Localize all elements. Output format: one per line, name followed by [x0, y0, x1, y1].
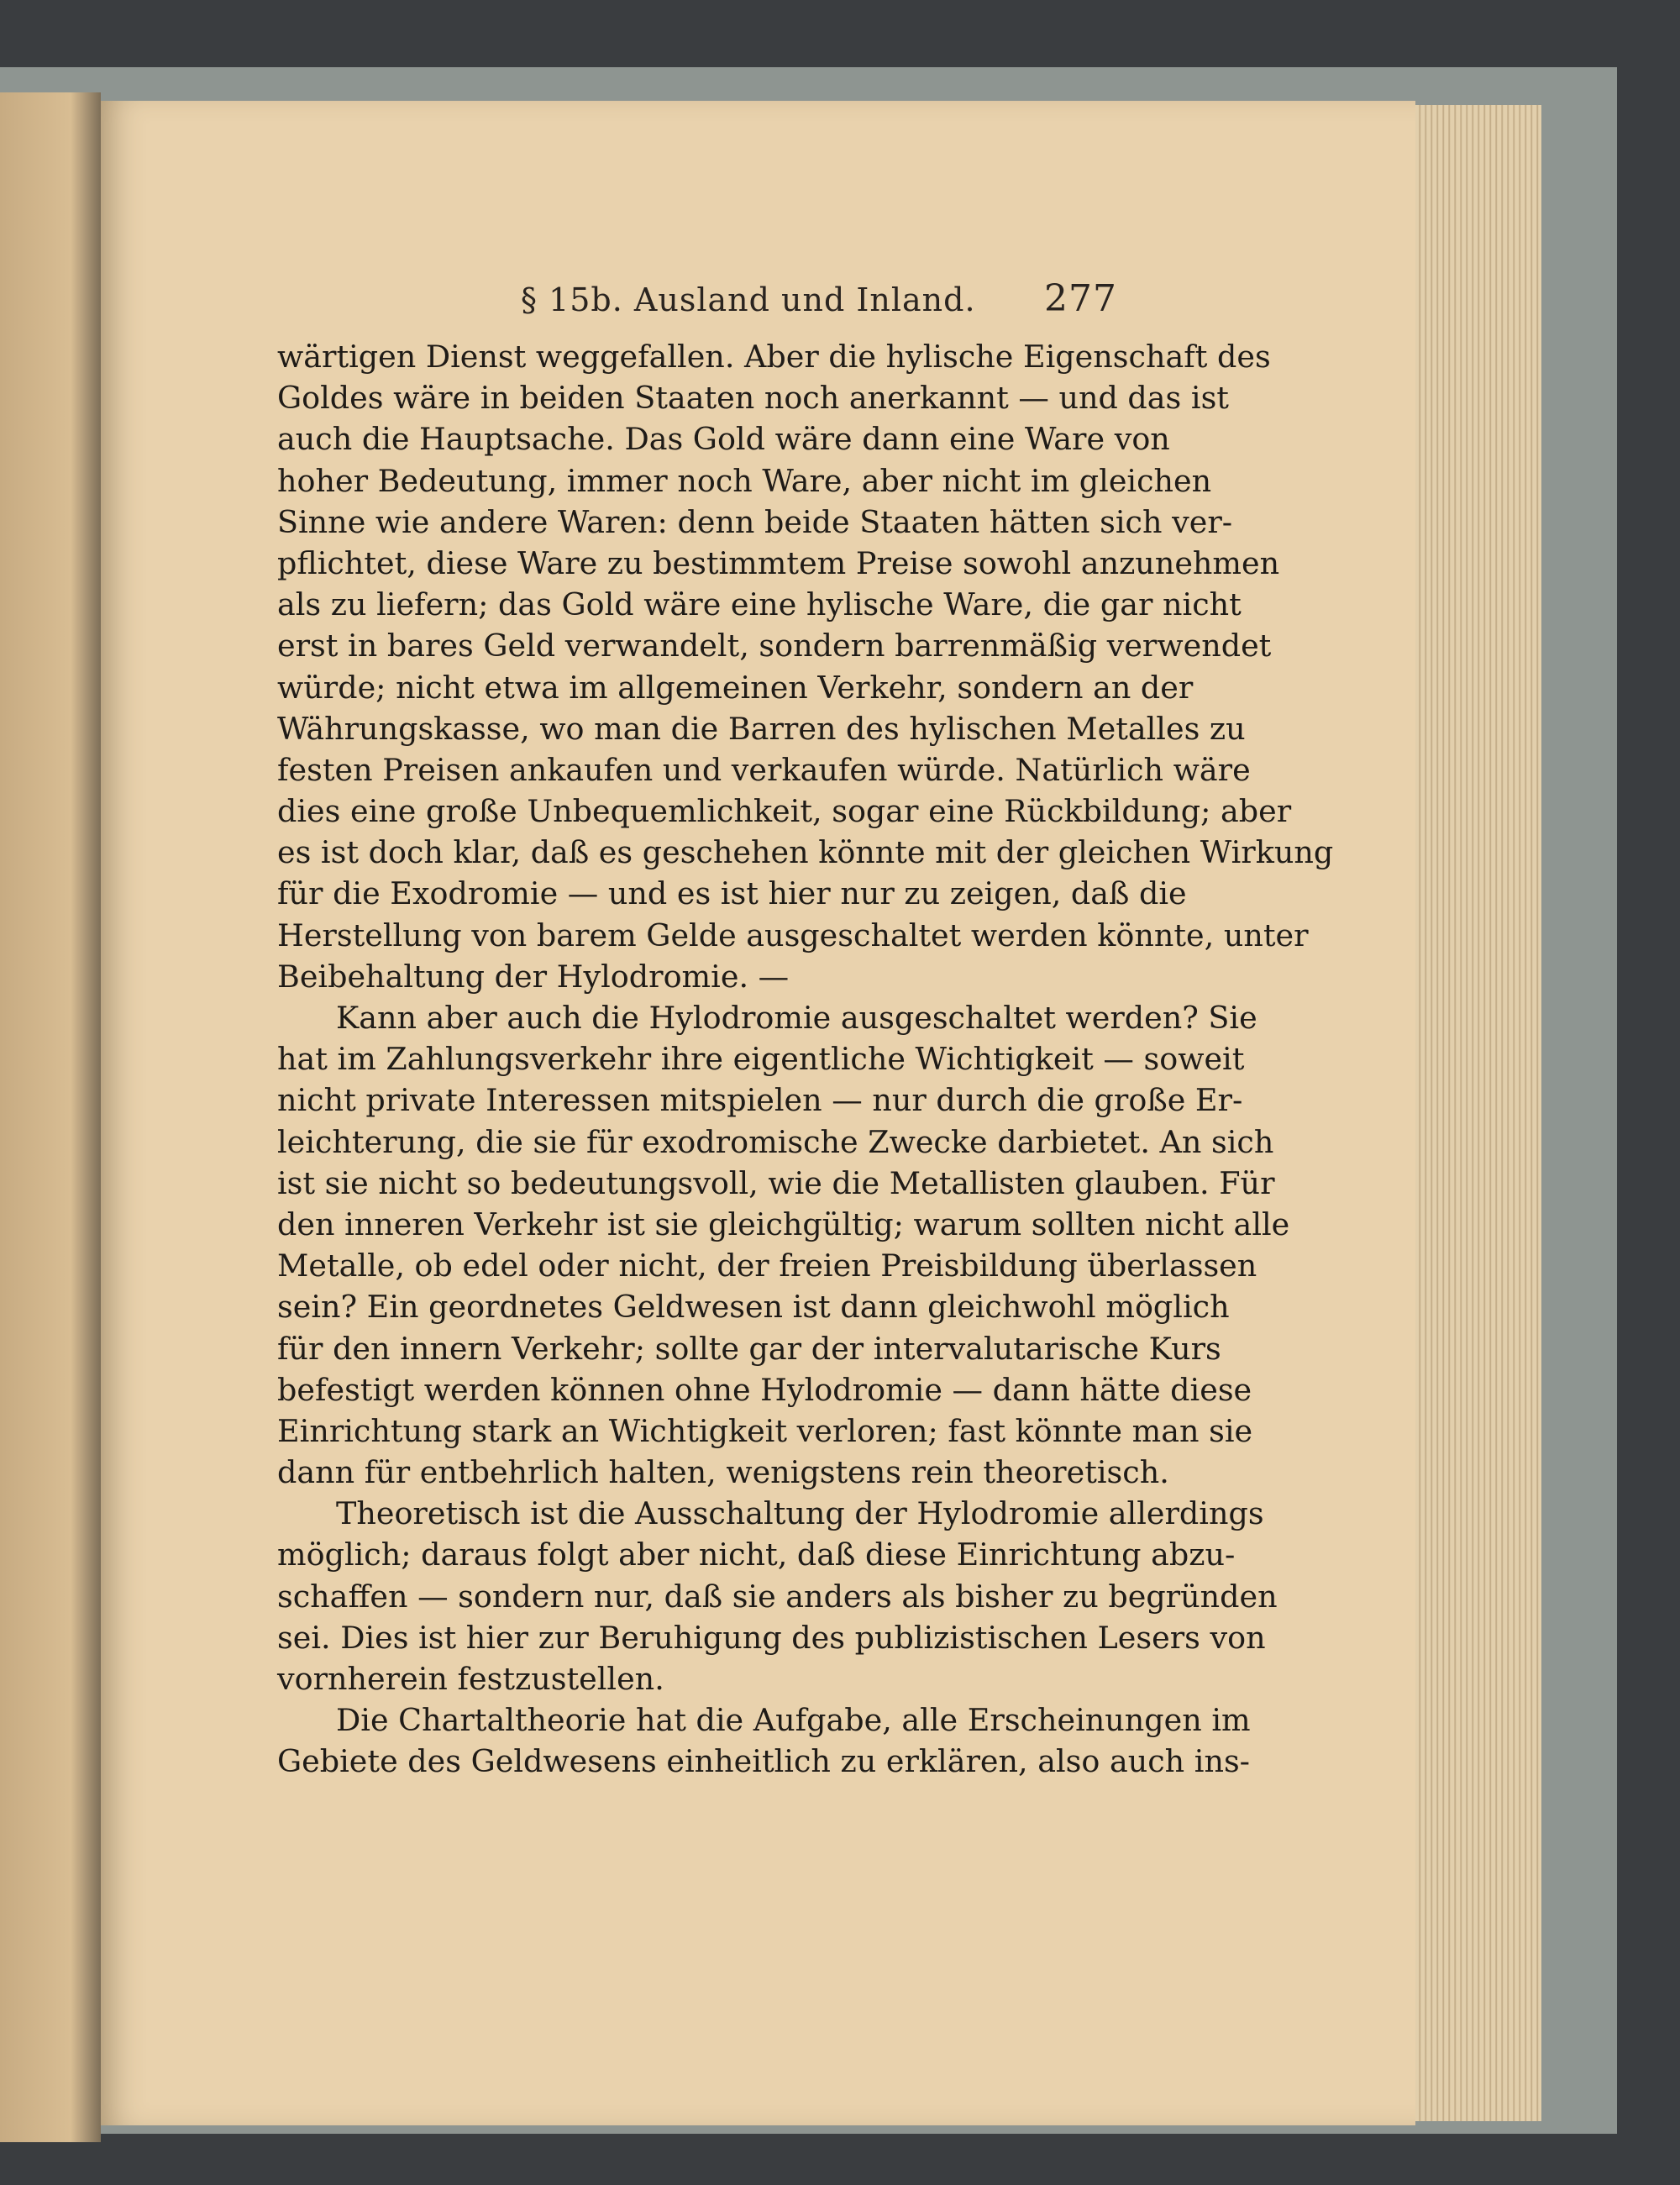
text-line: befestigt werden können ohne Hylodromie — dann hätte diese	[277, 1371, 1252, 1408]
paragraph	[277, 997, 1290, 1493]
text-line: Kann aber auch die Hylodromie ausgeschaltet werden? Sie	[336, 1000, 1257, 1036]
text-line: erst in bares Geld verwandelt, sondern barrenmäßig verwendet	[277, 628, 1272, 664]
text-line: Gebiete des Geldwesens einheitlich zu erklären, also auch ins-	[277, 1743, 1251, 1780]
text-line: hat im Zahlungsverkehr ihre eigentliche Wichtigkeit — soweit	[277, 1041, 1245, 1078]
section-title: § 15b. Ausland und Inland.	[521, 281, 976, 318]
text-line: möglich; daraus folgt aber nicht, daß diese Einrichtung abzu-	[277, 1536, 1236, 1573]
text-line: für den innern Verkehr; sollte gar der intervalutarische Kurs	[277, 1330, 1221, 1367]
text-line: Beibehaltung der Hylodromie. —	[277, 958, 790, 995]
text-line: dann für entbehrlich halten, wenigstens rein theoretisch.	[277, 1454, 1169, 1491]
text-line: Einrichtung stark an Wichtigkeit verloren; fast könnte man sie	[277, 1412, 1253, 1449]
text-line: festen Preisen ankaufen und verkaufen würde. Natürlich wäre	[277, 751, 1251, 788]
text-line: den inneren Verkehr ist sie gleichgültig; warum sollten nicht alle	[277, 1205, 1290, 1242]
paragraph	[277, 336, 1334, 997]
body-text	[277, 336, 1334, 1783]
paragraph	[277, 1493, 1278, 1699]
text-line: auch die Hauptsache. Das Gold wäre dann eine Ware von	[277, 421, 1170, 458]
text-line: Goldes wäre in beiden Staaten noch anerkannt — und das ist	[277, 380, 1229, 417]
page-stack-edges	[1415, 105, 1541, 2121]
previous-page-edge	[0, 92, 101, 2142]
text-line: leichterung, die sie für exodromische Zwecke darbietet. An sich	[277, 1123, 1274, 1160]
text-line: vornherein festzustellen.	[277, 1661, 664, 1697]
text-line: hoher Bedeutung, immer noch Ware, aber nicht im gleichen	[277, 462, 1212, 499]
text-line: Die Chartaltheorie hat die Aufgabe, alle Erscheinungen im	[336, 1702, 1251, 1739]
text-line: für die Exodromie — und es ist hier nur zu zeigen, daß die	[277, 875, 1187, 912]
page-number: 277	[1044, 277, 1117, 320]
text-line: ist sie nicht so bedeutungsvoll, wie die Metallisten glauben. Für	[277, 1164, 1275, 1201]
text-line: sein? Ein geordnetes Geldwesen ist dann gleichwohl möglich	[277, 1289, 1230, 1326]
text-line: als zu liefern; das Gold wäre eine hylische Ware, die gar nicht	[277, 586, 1242, 623]
text-line: Metalle, ob edel oder nicht, der freien Preisbildung überlassen	[277, 1247, 1257, 1284]
text-line: Sinne wie andere Waren: denn beide Staaten hätten sich ver-	[277, 503, 1233, 540]
running-head	[277, 277, 1117, 328]
text-line: pflichtet, diese Ware zu bestimmtem Preise sowohl anzunehmen	[277, 544, 1280, 581]
paragraph	[277, 1699, 1251, 1782]
text-line: Währungskasse, wo man die Barren des hylischen Metalles zu	[277, 710, 1246, 747]
text-line: sei. Dies ist hier zur Beruhigung des publizistischen Lesers von	[277, 1619, 1266, 1656]
text-line: wärtigen Dienst weggefallen. Aber die hylische Eigenschaft des	[277, 339, 1271, 375]
text-line: schaffen — sondern nur, daß sie anders als bisher zu begründen	[277, 1578, 1278, 1615]
text-line: es ist doch klar, daß es geschehen könnte mit der gleichen Wirkung	[277, 834, 1334, 871]
text-line: dies eine große Unbequemlichkeit, sogar eine Rückbildung; aber	[277, 793, 1292, 830]
text-line: nicht private Interessen mitspielen — nur durch die große Er-	[277, 1082, 1243, 1119]
text-line: würde; nicht etwa im allgemeinen Verkehr, sondern an der	[277, 669, 1194, 706]
text-line: Herstellung von barem Gelde ausgeschaltet werden könnte, unter	[277, 917, 1309, 953]
text-line: Theoretisch ist die Ausschaltung der Hylodromie allerdings	[336, 1495, 1264, 1532]
